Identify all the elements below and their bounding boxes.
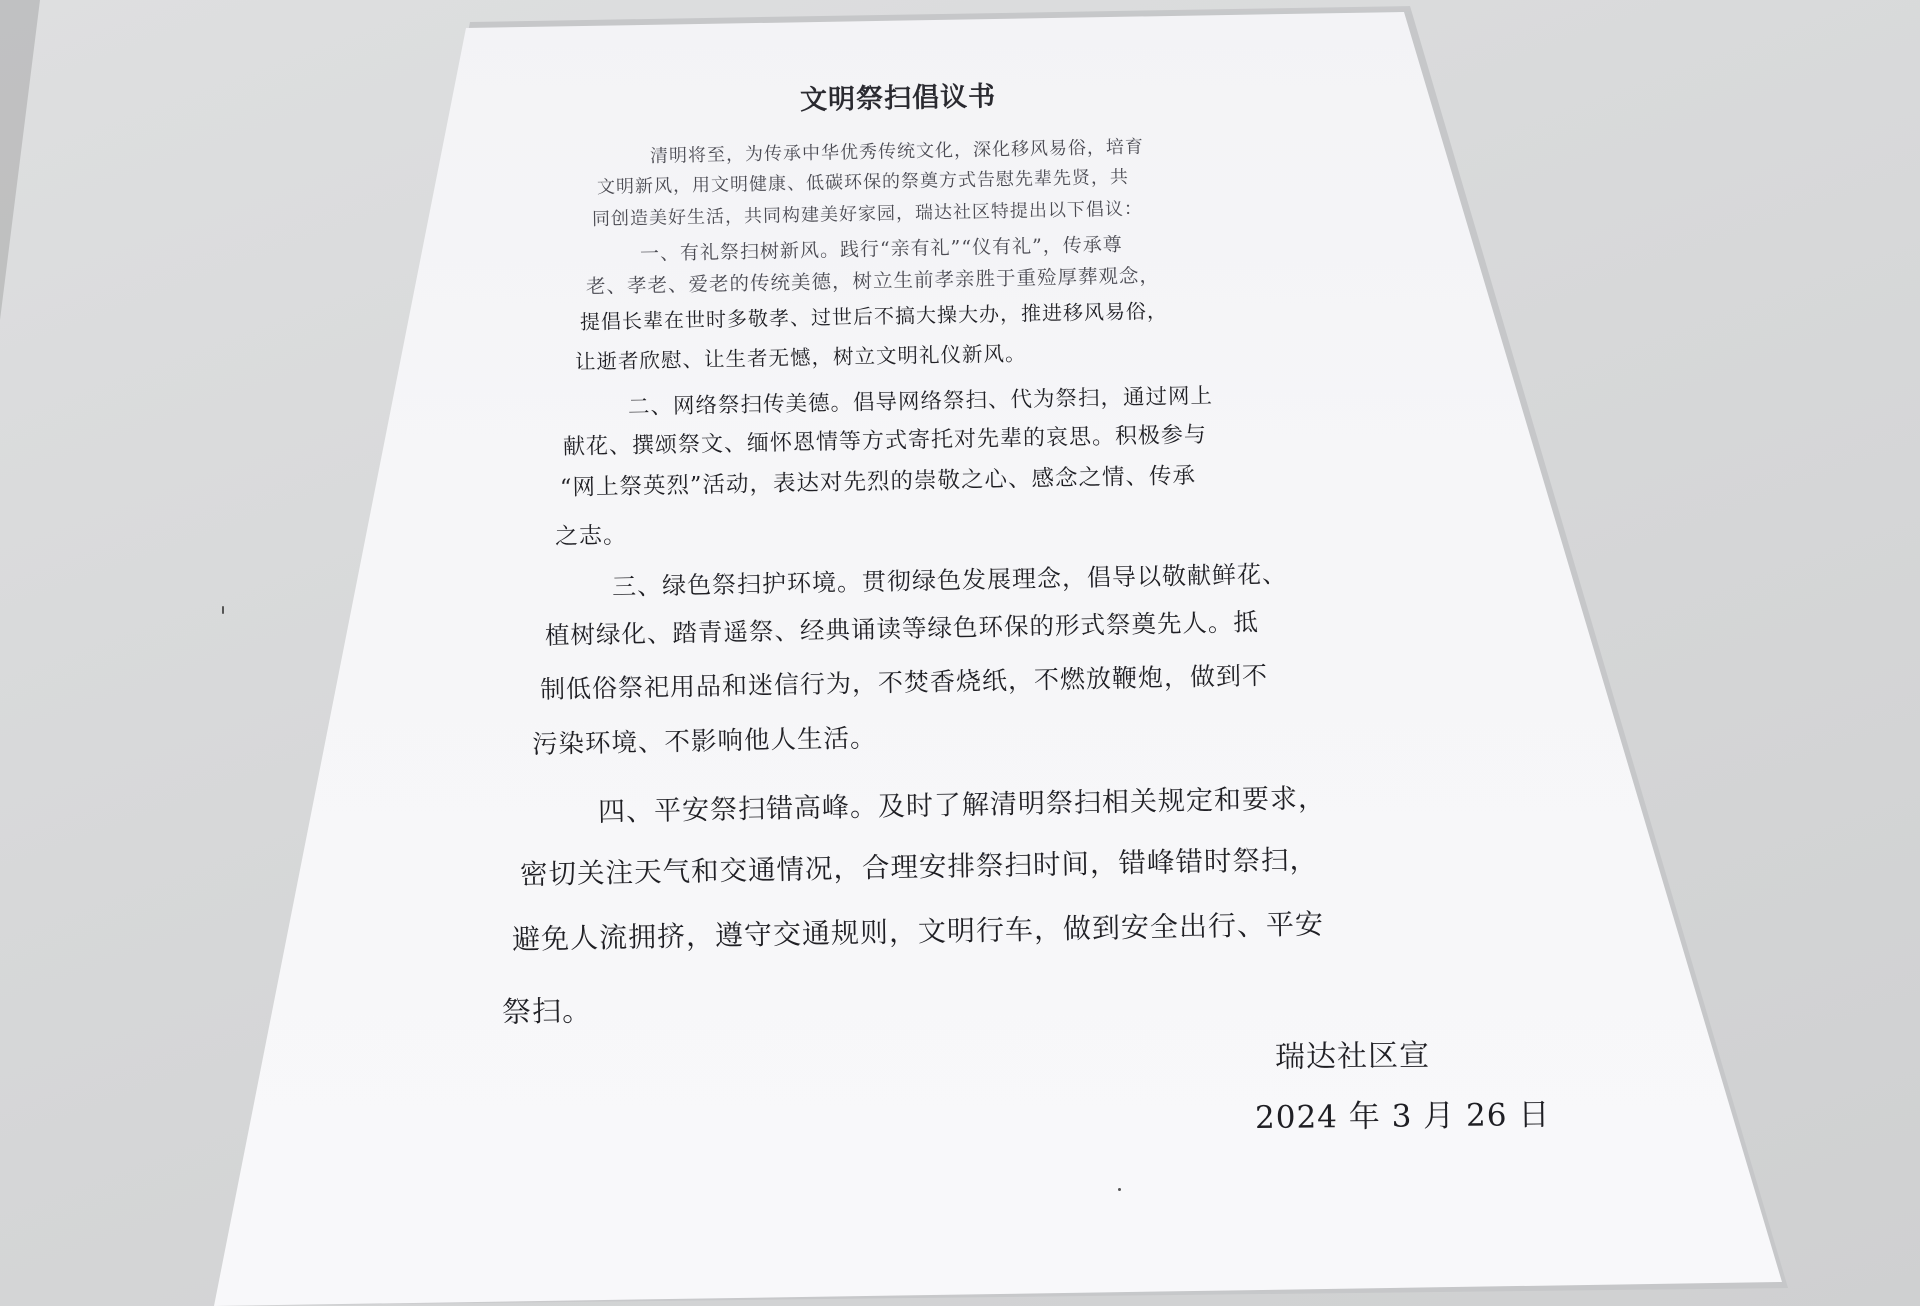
body-line: “网上祭英烈”活动，表达对先烈的崇敬之心、感念之情、传承 [559, 462, 1197, 501]
ink-speck [222, 606, 224, 614]
date: 2024 年 3 月 26 日 [1254, 1096, 1551, 1136]
body-line: 一、有礼祭扫树新风。践行“亲有礼”“仪有礼”，传承尊 [639, 233, 1124, 265]
document-title: 文明祭扫倡议书 [799, 81, 997, 116]
signature: 瑞达社区宣 [1274, 1038, 1431, 1075]
body-line: 提倡长辈在世时多敬孝、过世后不搞大操大办，推进移风易俗， [579, 298, 1169, 334]
body-line: 之志。 [554, 522, 628, 550]
body-line: 同创造美好生活，共同构建美好家园，瑞达社区特提出以下倡议： [591, 198, 1144, 230]
body-line: 献花、撰颂祭文、缅怀恩情等方式寄托对先辈的哀思。积极参与 [562, 422, 1208, 460]
body-line: 清明将至，为传承中华优秀传统文化，深化移风易俗，培育 [649, 136, 1145, 167]
body-line: 四、平安祭扫错高峰。及时了解清明祭扫相关规定和要求， [597, 783, 1327, 828]
body-line: 植树绿化、踏青遥祭、经典诵读等绿色环保的形式祭奠先人。抵 [544, 607, 1260, 650]
ink-speck [1118, 1188, 1121, 1191]
body-line: 污染环境、不影响他人生活。 [531, 723, 877, 760]
body-line: 二、网络祭扫传美德。倡导网络祭扫、代为祭扫，通过网上 [627, 383, 1214, 420]
body-line: 制低俗祭祀用品和迷信行为，不焚香烧纸，不燃放鞭炮，做到不 [539, 661, 1269, 704]
body-line: 避免人流拥挤，遵守交通规则，文明行车，做到安全出行、平安 [511, 907, 1325, 956]
body-line: 文明新风，用文明健康、低碳环保的祭奠方式告慰先辈先贤，共 [596, 166, 1130, 198]
body-line: 老、孝老、爱老的传统美德，树立生前孝亲胜于重殓厚葬观念， [585, 263, 1161, 298]
body-line: 祭扫。 [501, 993, 593, 1029]
body-line: 密切关注天气和交通情况，合理安排祭扫时间，错峰错时祭扫， [519, 843, 1319, 891]
body-line: 三、绿色祭扫护环境。贯彻绿色发展理念，倡导以敬献鲜花、 [611, 560, 1288, 601]
body-line: 让逝者欣慰、让生者无憾，树立文明礼仪新风。 [574, 341, 1027, 374]
